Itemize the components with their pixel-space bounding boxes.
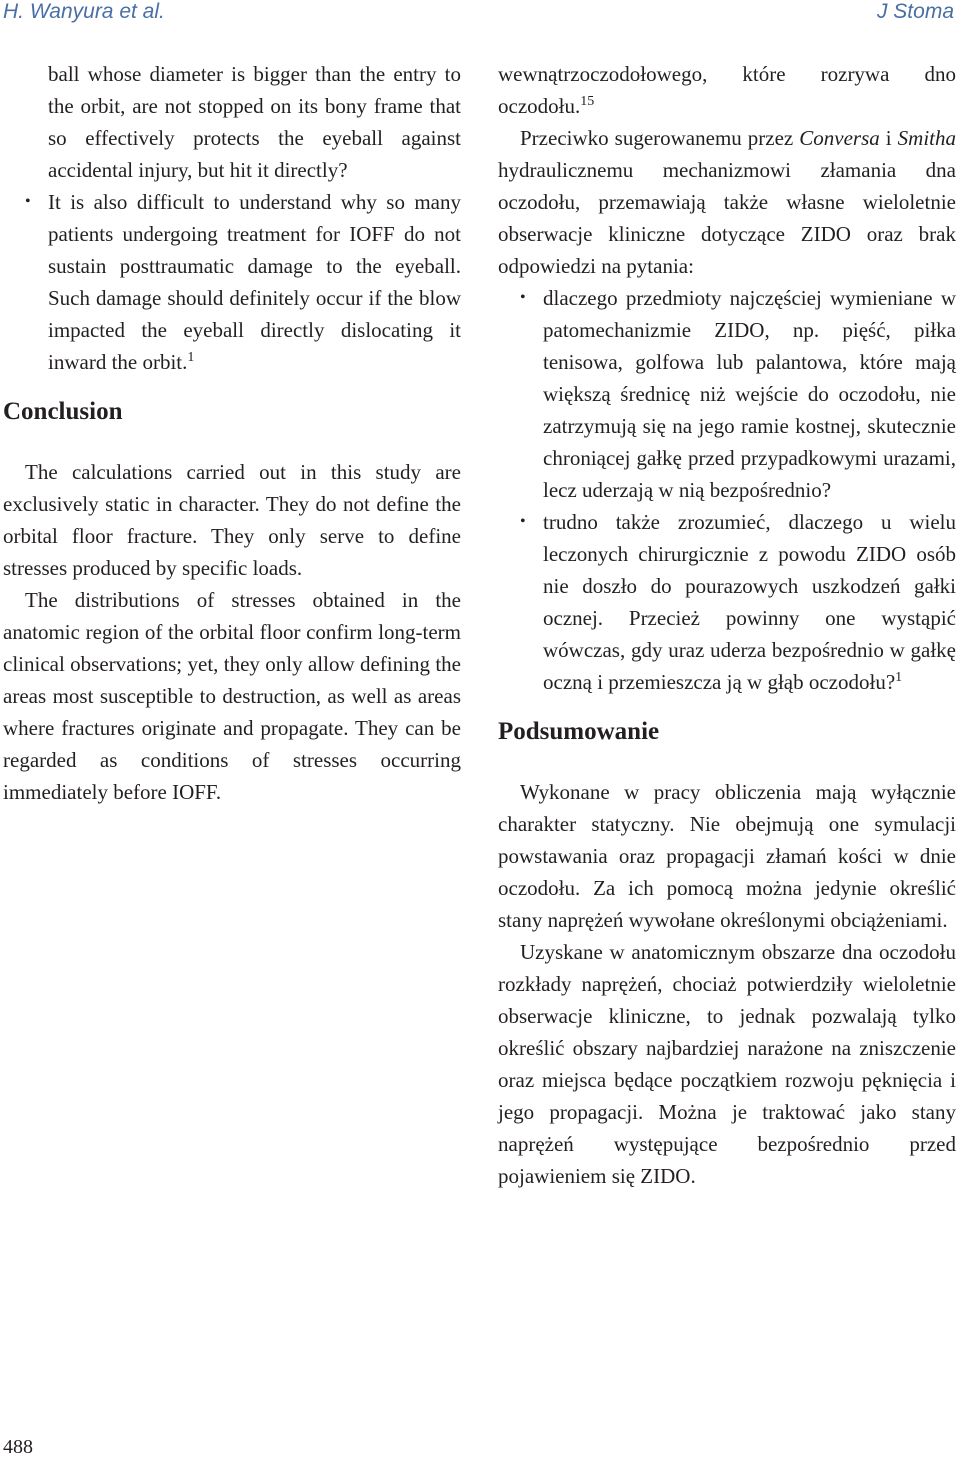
bullet-text: dlaczego przedmioty najczęściej wymieniane w patomechanizmie ZIDO, np. pięść, piłka tenisowa, golfowa lub palantowa, które mają większą średnicę niż wejście do oczodołu, nie zatrzymują się na jego ramie kostnej, skutecznie chroniącej gałkę przed przypadkowymi urazami, lecz uderzają w nią bezpośrednio? (543, 286, 956, 502)
bullet-text: It is also difficult to understand why so many patients undergoing treatment for IOFF do not sustain posttraumatic damage to the eyeball. Such damage should definitely occur if the blow impacted the eyeball directly dislocating it inward the orbit. (48, 190, 461, 374)
paragraph-continuation (498, 58, 956, 122)
author-name: Conversa (799, 126, 880, 150)
bullet-icon: • (25, 193, 31, 210)
citation-ref: 1 (895, 670, 903, 685)
paragraph: The calculations carried out in this study are exclusively static in character. They do not define the orbital floor fracture. They only serve to define stresses produced by specific loads. (3, 460, 461, 580)
paragraph: The distributions of stresses obtained in the anatomic region of the orbital floor confirm long-term clinical observations; yet, they only allow defining the areas most susceptible to destruction, as well as areas where fractures originate and propagate. They can be regarded as conditions of stresses occurring immediately before IOFF. (3, 588, 461, 804)
paragraph-text: i (879, 126, 898, 150)
left-column (3, 58, 461, 808)
running-head (0, 0, 960, 30)
citation-ref: 1 (187, 350, 195, 365)
paragraph-text: hydraulicznemu mechanizmowi złamania dna oczodołu, przemawiają także własne wieloletnie obserwacje kliniczne dotyczące ZIDO oraz brak odpowiedzi na pytania: (498, 158, 956, 278)
paragraph (498, 122, 956, 282)
section-heading-podsumowanie: Podsumowanie (498, 718, 660, 745)
list-item (498, 506, 956, 698)
bullet-continuation: ball whose diameter is bigger than the entry to the orbit, are not stopped on its bony frame that so effectively protects the eyeball against accidental injury, but hit it directly? (48, 62, 461, 182)
list-item (3, 186, 461, 378)
paragraph-text: Przeciwko sugerowanemu przez (520, 126, 800, 150)
paragraph: Wykonane w pracy obliczenia mają wyłącznie charakter statyczny. Nie obejmują one symulacji powstawania oraz propagacji złamań kości w dnie oczodołu. Za ich pomocą można jedynie określić stany naprężeń wywołane określonymi obciążeniami. (498, 780, 956, 932)
bullet-list (498, 282, 956, 698)
list-item (498, 282, 956, 506)
paragraph: Uzyskane w anatomicznym obszarze dna oczodołu rozkłady naprężeń, chociaż potwierdziły wieloletnie obserwacje kliniczne, to jednak pozwalają tylko określić obszary najbardziej narażone na zniszczenie oraz miejsca będące początkiem rozwoju pęknięcia i jego propagacji. Można je traktować jako stany naprężeń występujące bezpośrednio przed pojawieniem się ZIDO. (498, 940, 956, 1188)
running-head-authors: H. Wanyura et al. (3, 0, 165, 23)
page-number: 488 (3, 1436, 33, 1458)
bullet-icon: • (520, 513, 526, 530)
citation-ref: 15 (580, 94, 595, 109)
bullet-text: trudno także zrozumieć, dlaczego u wielu leczonych chirurgicznie z powodu ZIDO osób nie doszło do pourazowych uszkodzeń gałki ocznej. Przecież powinny one wystąpić wówczas, gdy uraz uderza bezpośrednio w gałkę oczną i przemieszcza ją w głąb oczodołu? (543, 510, 956, 694)
section-heading-conclusion: Conclusion (3, 398, 123, 425)
bullet-list (3, 186, 461, 378)
bullet-icon: • (520, 289, 526, 306)
author-name: Smitha (897, 126, 956, 150)
running-head-journal: J Stoma (876, 0, 954, 23)
right-column (498, 58, 956, 1192)
paragraph-text: wewnątrzoczodołowego, które rozrywa dno oczodołu. (498, 62, 956, 118)
